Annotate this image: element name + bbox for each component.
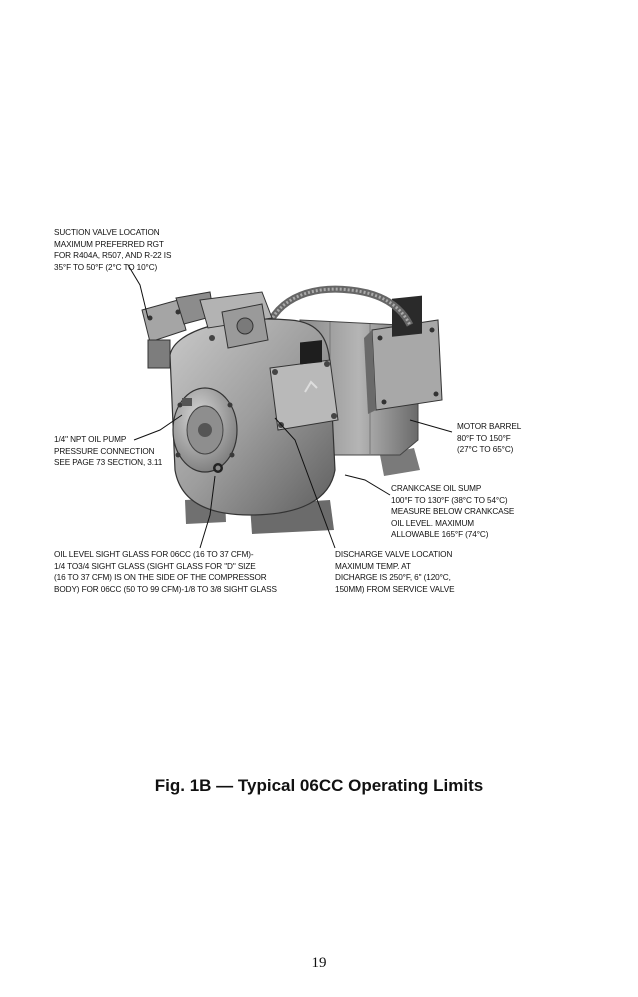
motor-barrel-callout: MOTOR BARREL 80°F TO 150°F (27°C TO 65°C) — [457, 422, 522, 454]
sight-glass — [213, 463, 223, 473]
sight-glass-callout: OIL LEVEL SIGHT GLASS FOR 06CC (16 TO 37 CFM)- 1/4 TO3/4 SIGHT GLASS (SIGHT GLASS FOR "D" SIZE (16 TO 37 CFM) IS ON THE SIDE OF THE COMPRESSOR BODY) FOR 06CC (50 TO 99 CFM)-1/8 TO 3/8 SIGHT GLASS — [54, 550, 277, 594]
oil-pump-cover — [173, 388, 237, 472]
suction-valve-callout: SUCTION VALVE LOCATION MAXIMUM PREFERRED RGT FOR R404A, R507, AND R-22 IS 35°F TO 50°F (2°C TO 10°C) — [54, 228, 172, 272]
oil-pump-callout: 1/4" NPT OIL PUMP PRESSURE CONNECTION SEE PAGE 73 SECTION, 3.11 — [54, 435, 163, 467]
page-number: 19 — [311, 955, 327, 971]
figure-caption: Fig. 1B — Typical 06CC Operating Limits — [154, 776, 484, 795]
crankcase-callout: CRANKCASE OIL SUMP 100°F TO 130°F (38°C TO 54°C) MEASURE BELOW CRANKCASE OIL LEVEL. MAXIMUM ALLOWABLE 165°F (74°C) — [391, 484, 515, 539]
discharge-valve-callout: DISCHARGE VALVE LOCATION MAXIMUM TEMP. AT DICHARGE IS 250°F, 6" (120°C, 150MM) FROM SERVICE VALVE — [335, 550, 455, 594]
